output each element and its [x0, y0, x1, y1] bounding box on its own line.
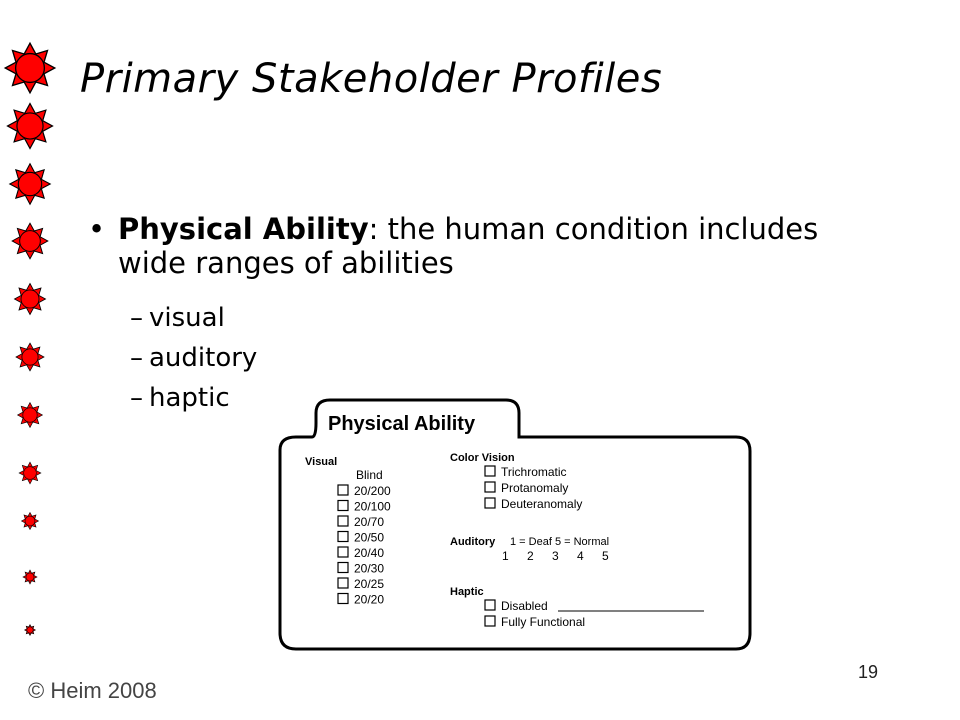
slide-title: Primary Stakeholder Profiles [80, 56, 663, 102]
checkbox-label: Trichromatic [501, 465, 567, 479]
main-bullet [88, 212, 888, 280]
sun-decoration-column [0, 0, 60, 720]
checkbox-label: 20/200 [354, 484, 391, 498]
red-sun-icon [5, 43, 55, 93]
subitem-label: auditory [149, 343, 258, 373]
subitem-label: haptic [149, 383, 230, 413]
form-illustration [270, 395, 760, 657]
auditory-scale-text: 1 = Deaf 5 = Normal [510, 536, 610, 548]
checkbox-label: 20/40 [354, 546, 385, 560]
checkbox-box[interactable] [338, 594, 348, 604]
subitem-label: visual [149, 303, 225, 333]
red-sun-icon [19, 462, 41, 484]
red-sun-icon [25, 625, 36, 636]
subitem-auditory: – auditory [130, 343, 258, 373]
red-sun-icon [15, 284, 46, 315]
checkbox-box[interactable] [338, 501, 348, 511]
bullet-dot: • [88, 212, 106, 246]
checkbox-label: Protanomaly [501, 481, 569, 495]
checkbox-label: 20/70 [354, 515, 385, 529]
visual-label: Visual [305, 456, 338, 468]
checkbox-box[interactable] [338, 516, 348, 526]
form-tab-title: Physical Ability [328, 413, 476, 435]
auditory-scale-value[interactable]: 4 [577, 549, 584, 563]
footer-copyright: © Heim 2008 [28, 678, 157, 703]
auditory-scale-value[interactable]: 5 [602, 549, 609, 563]
checkbox-label: Fully Functional [501, 615, 586, 629]
checkbox-box[interactable] [485, 466, 495, 476]
checkbox-label: 20/25 [354, 577, 385, 591]
checkbox-label: 20/30 [354, 561, 385, 576]
checkbox-label: 20/100 [354, 499, 391, 514]
auditory-scale-value[interactable]: 2 [527, 549, 534, 563]
haptic-label: Haptic [450, 586, 484, 598]
auditory-label: Auditory [450, 536, 496, 548]
red-sun-icon [8, 104, 53, 149]
checkbox-box[interactable] [338, 563, 348, 573]
checkbox-label: 20/50 [354, 530, 385, 545]
physical-ability-form [270, 395, 760, 657]
red-sun-icon [22, 513, 39, 530]
bullet-term: Physical Ability [118, 212, 369, 246]
visual-option-blind: Blind [356, 468, 383, 482]
auditory-scale-value[interactable]: 3 [552, 549, 559, 563]
checkbox-box[interactable] [485, 600, 495, 610]
checkbox-box[interactable] [485, 498, 495, 508]
checkbox-label: Disabled [501, 599, 548, 613]
subitem-visual: – visual [130, 303, 225, 333]
red-sun-icon [23, 570, 37, 584]
red-sun-icon [12, 223, 48, 259]
bullet-text [118, 212, 888, 280]
page-number: 19 [858, 662, 879, 682]
subitem-haptic: – haptic [130, 383, 230, 413]
checkbox-box[interactable] [485, 616, 495, 626]
checkbox-label: 20/20 [354, 592, 385, 607]
bullet-rest: : the human condition includes wide ranges of abilities [118, 212, 819, 280]
checkbox-label: Deuteranomaly [501, 497, 583, 511]
red-sun-icon [18, 403, 43, 428]
checkbox-box[interactable] [338, 485, 348, 495]
checkbox-box[interactable] [485, 482, 495, 492]
red-sun-icon [10, 164, 50, 204]
auditory-scale-value[interactable]: 1 [502, 549, 509, 563]
checkbox-box[interactable] [338, 532, 348, 542]
checkbox-box[interactable] [338, 578, 348, 588]
red-sun-icon [16, 343, 44, 371]
color-vision-label: Color Vision [450, 452, 515, 464]
checkbox-box[interactable] [338, 547, 348, 557]
